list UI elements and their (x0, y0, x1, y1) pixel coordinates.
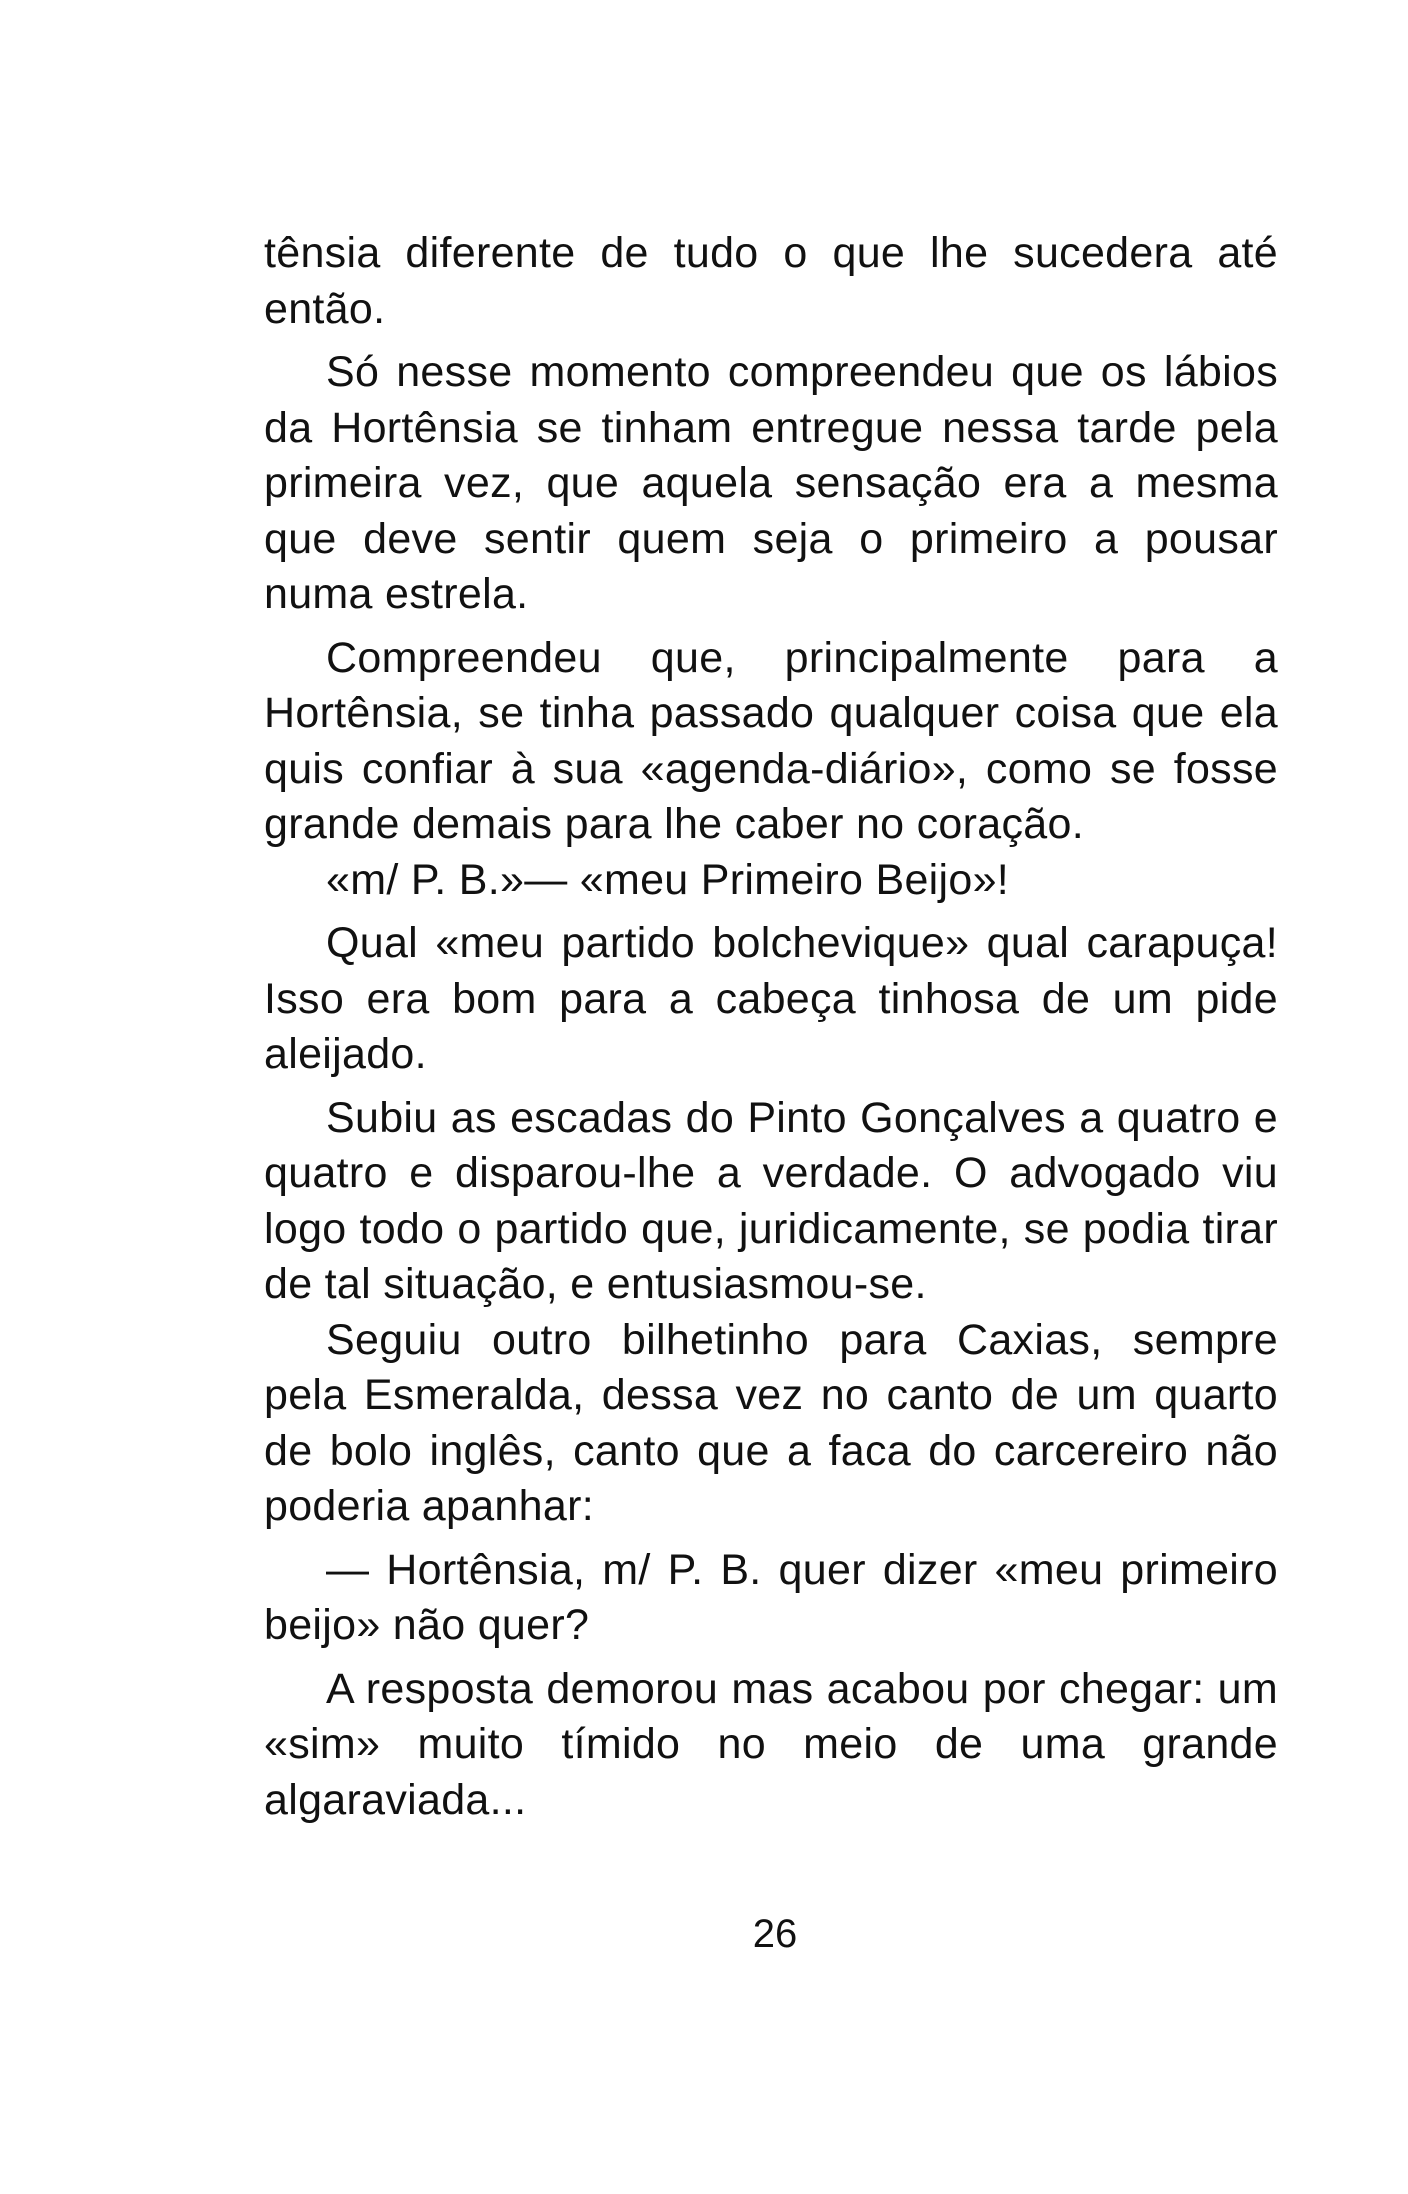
paragraph-3: Compreendeu que, principalmente para a Hortênsia, se tinha passado qualquer coisa que ela quis confiar à sua «agenda-diário», como se fosse grande demais para lhe caber no coração. (264, 633, 1278, 848)
paragraph-6: Subiu as escadas do Pinto Gonçalves a quatro e quatro e disparou-lhe a verdade. O advogado viu logo todo o partido que, juridicamente, se podia tirar de tal situação, e entusiasmou-se. (264, 1093, 1278, 1308)
paragraph-2: Só nesse momento compreendeu que os lábios da Hortênsia se tinham entregue nessa tarde pela primeira vez, que aquela sensação era a mesma que deve sentir quem seja o primeiro a pousar numa estrela. (264, 348, 1278, 618)
page-number: 26 (752, 1912, 798, 1956)
body-text (264, 226, 1278, 1828)
paragraph-5: Qual «meu partido bolchevique» qual carapuça! Isso era bom para a cabeça tinhosa de um pide aleijado. (264, 919, 1278, 1078)
paragraph-7: Seguiu outro bilhetinho para Caxias, sempre pela Esmeralda, dessa vez no canto de um quarto de bolo inglês, canto que a faca do carcereiro não poderia apanhar: (264, 1315, 1278, 1530)
paragraph-1: tênsia diferente de tudo o que lhe sucedera até então. (264, 229, 1278, 333)
paragraph-9: A resposta demorou mas acabou por chegar: um «sim» muito tímido no meio de uma grande algaraviada... (264, 1664, 1278, 1824)
paragraph-8: — Hortênsia, m/ P. B. quer dizer «meu primeiro beijo» não quer? (264, 1545, 1278, 1649)
paragraph-4: «m/ P. B.»— «meu Primeiro Beijo»! (326, 855, 1010, 904)
